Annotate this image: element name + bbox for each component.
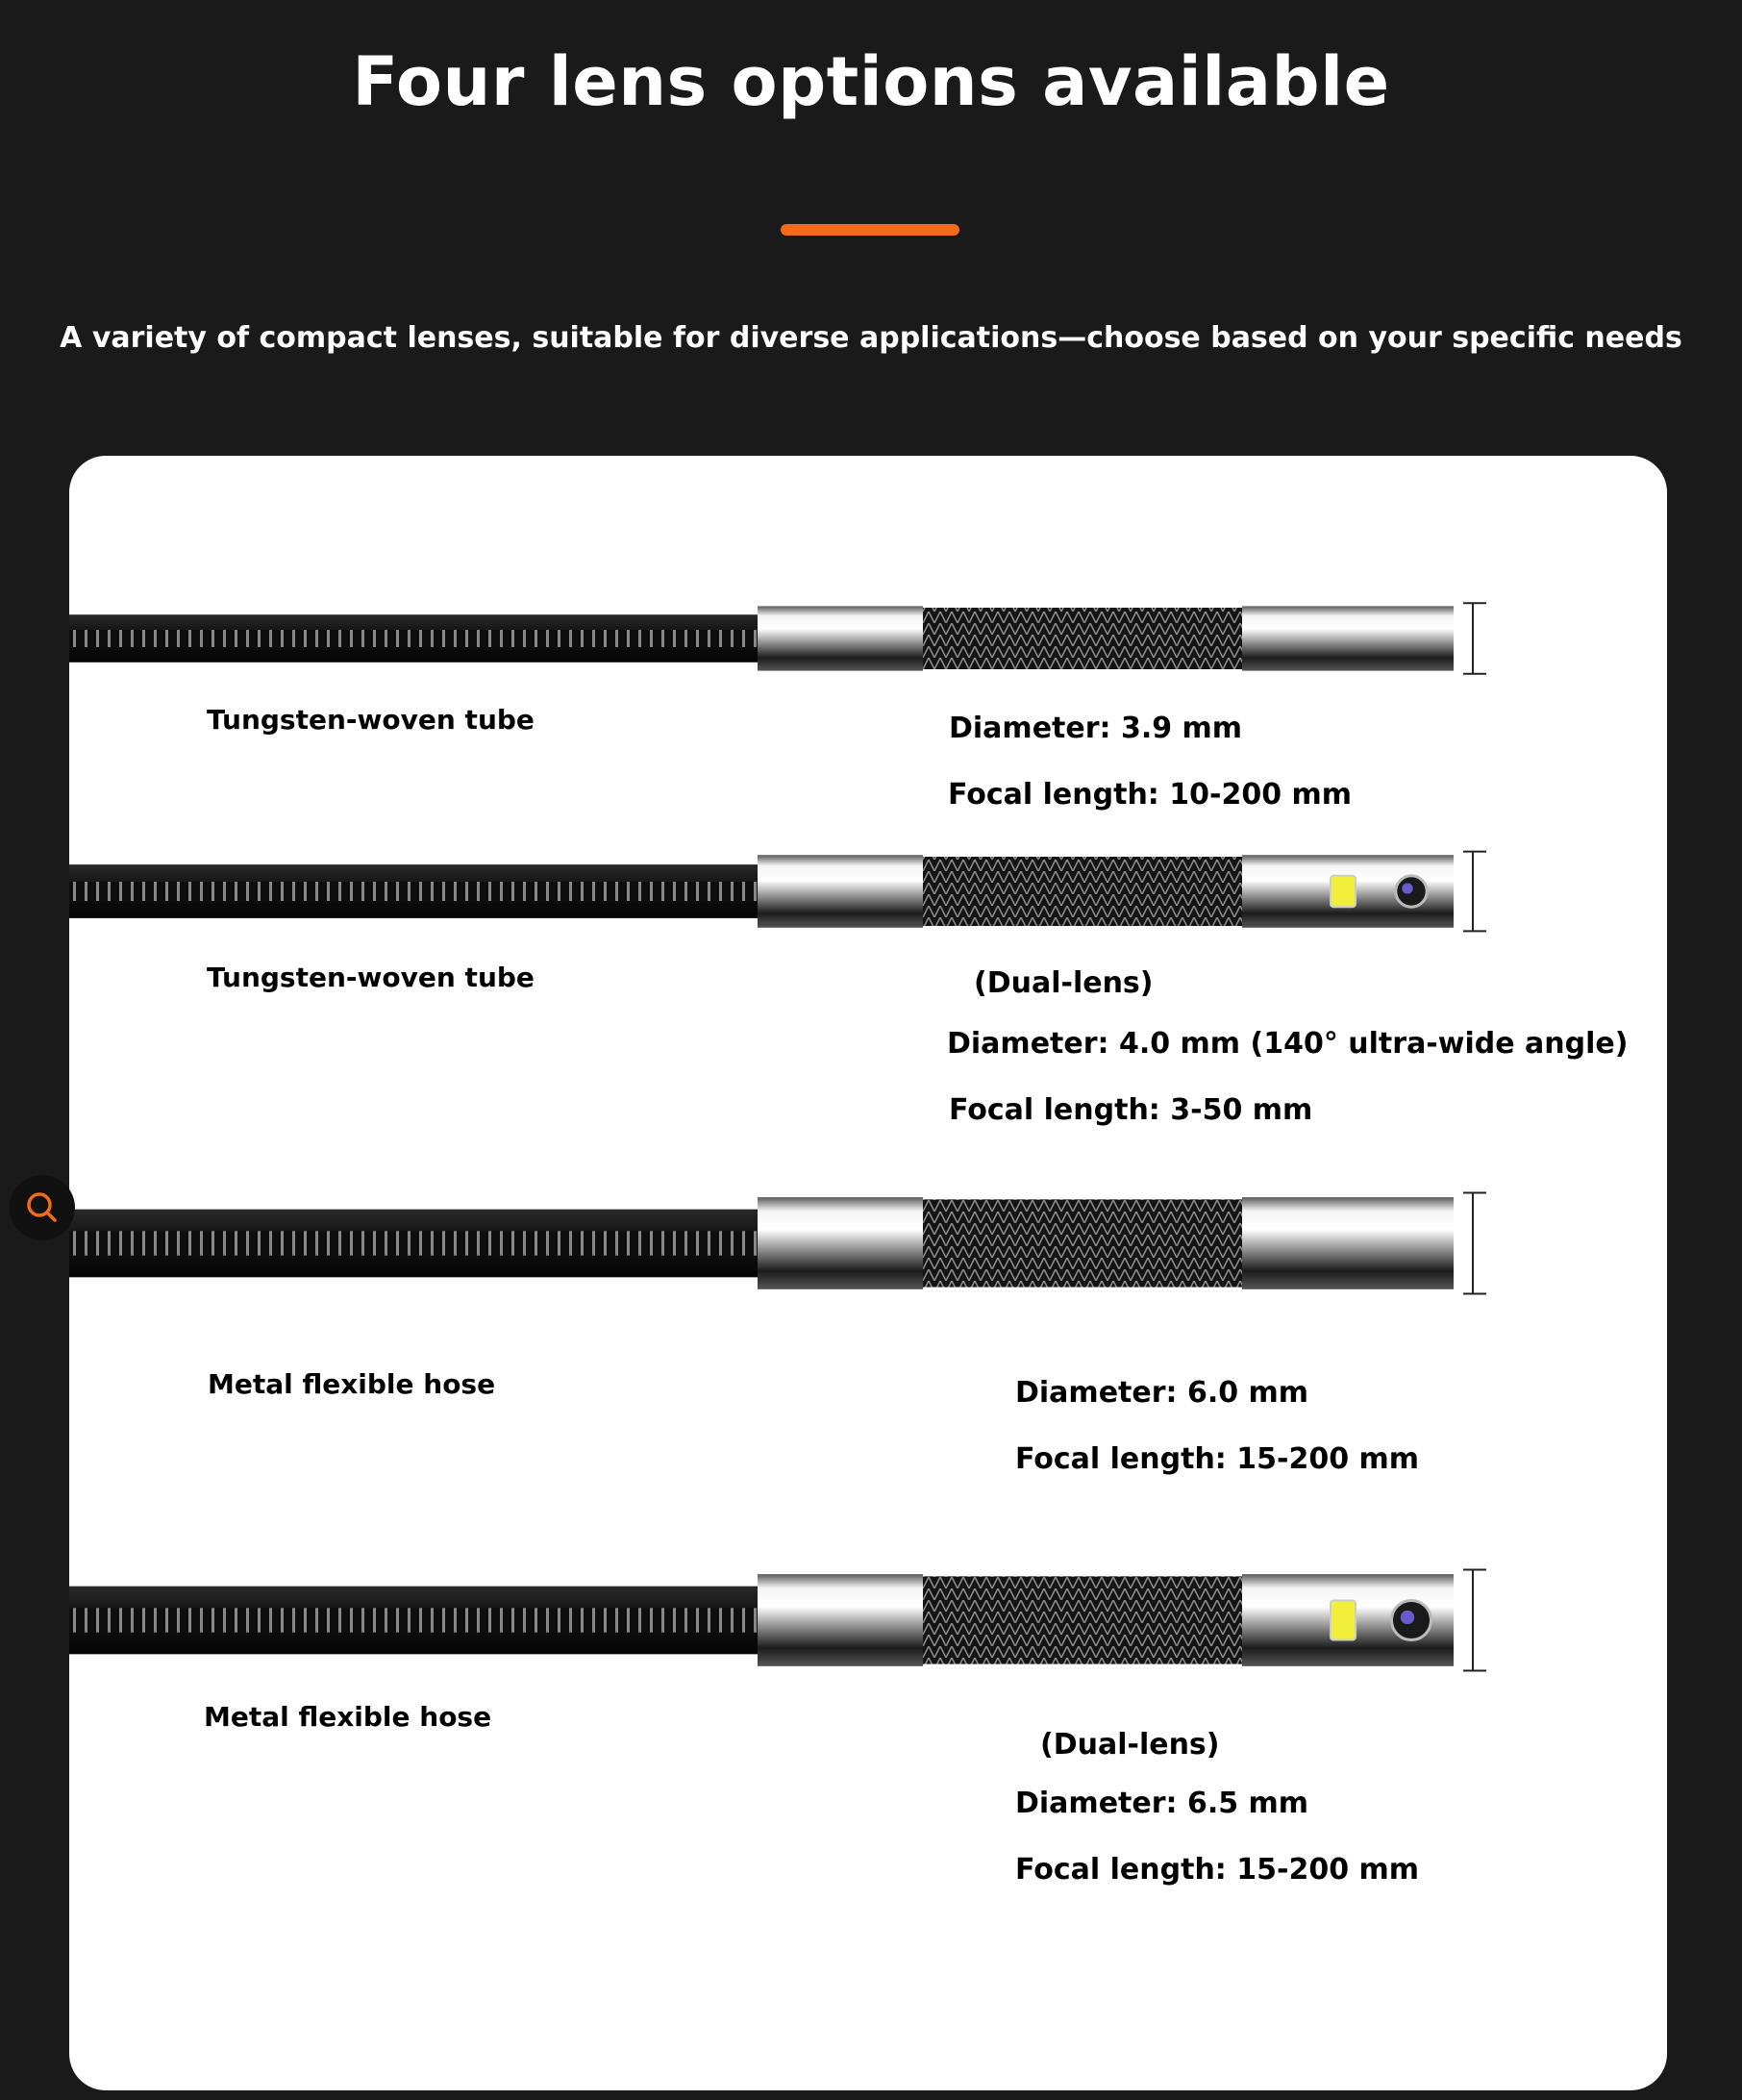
probe-image-3 xyxy=(69,1188,1511,1298)
tube-type-label-1: Tungsten-woven tube xyxy=(207,704,535,736)
tube-type-label-2: Tungsten-woven tube xyxy=(207,962,535,993)
lens-options-card xyxy=(69,456,1667,2090)
focal-length-spec-2: Focal length: 3-50 mm xyxy=(949,1093,1313,1127)
page-title: Four lens options available xyxy=(352,42,1390,121)
lens-note-4: (Dual-lens) xyxy=(1040,1728,1220,1762)
tube-type-label-4: Metal flexible hose xyxy=(204,1701,492,1733)
focal-length-spec-3: Focal length: 15-200 mm xyxy=(1015,1442,1420,1476)
probe-image-4 xyxy=(69,1565,1511,1675)
zoom-button[interactable] xyxy=(10,1175,75,1240)
probe-image-2 xyxy=(69,848,1511,935)
page-subtitle: A variety of compact lenses, suitable for diverse applications—choose based on your specific needs xyxy=(60,321,1682,355)
diameter-spec-2: Diameter: 4.0 mm (140° ultra-wide angle) xyxy=(947,1027,1629,1061)
search-icon xyxy=(23,1188,62,1227)
diameter-spec-4: Diameter: 6.5 mm xyxy=(1015,1787,1309,1820)
focal-length-spec-4: Focal length: 15-200 mm xyxy=(1015,1853,1420,1887)
focal-length-spec-1: Focal length: 10-200 mm xyxy=(948,778,1353,812)
title-underline-accent xyxy=(781,224,959,236)
tube-type-label-3: Metal flexible hose xyxy=(208,1368,496,1400)
lens-note-2: (Dual-lens) xyxy=(974,966,1154,1000)
diameter-spec-3: Diameter: 6.0 mm xyxy=(1015,1376,1309,1410)
diameter-spec-1: Diameter: 3.9 mm xyxy=(949,712,1243,745)
probe-image-1 xyxy=(69,600,1511,677)
